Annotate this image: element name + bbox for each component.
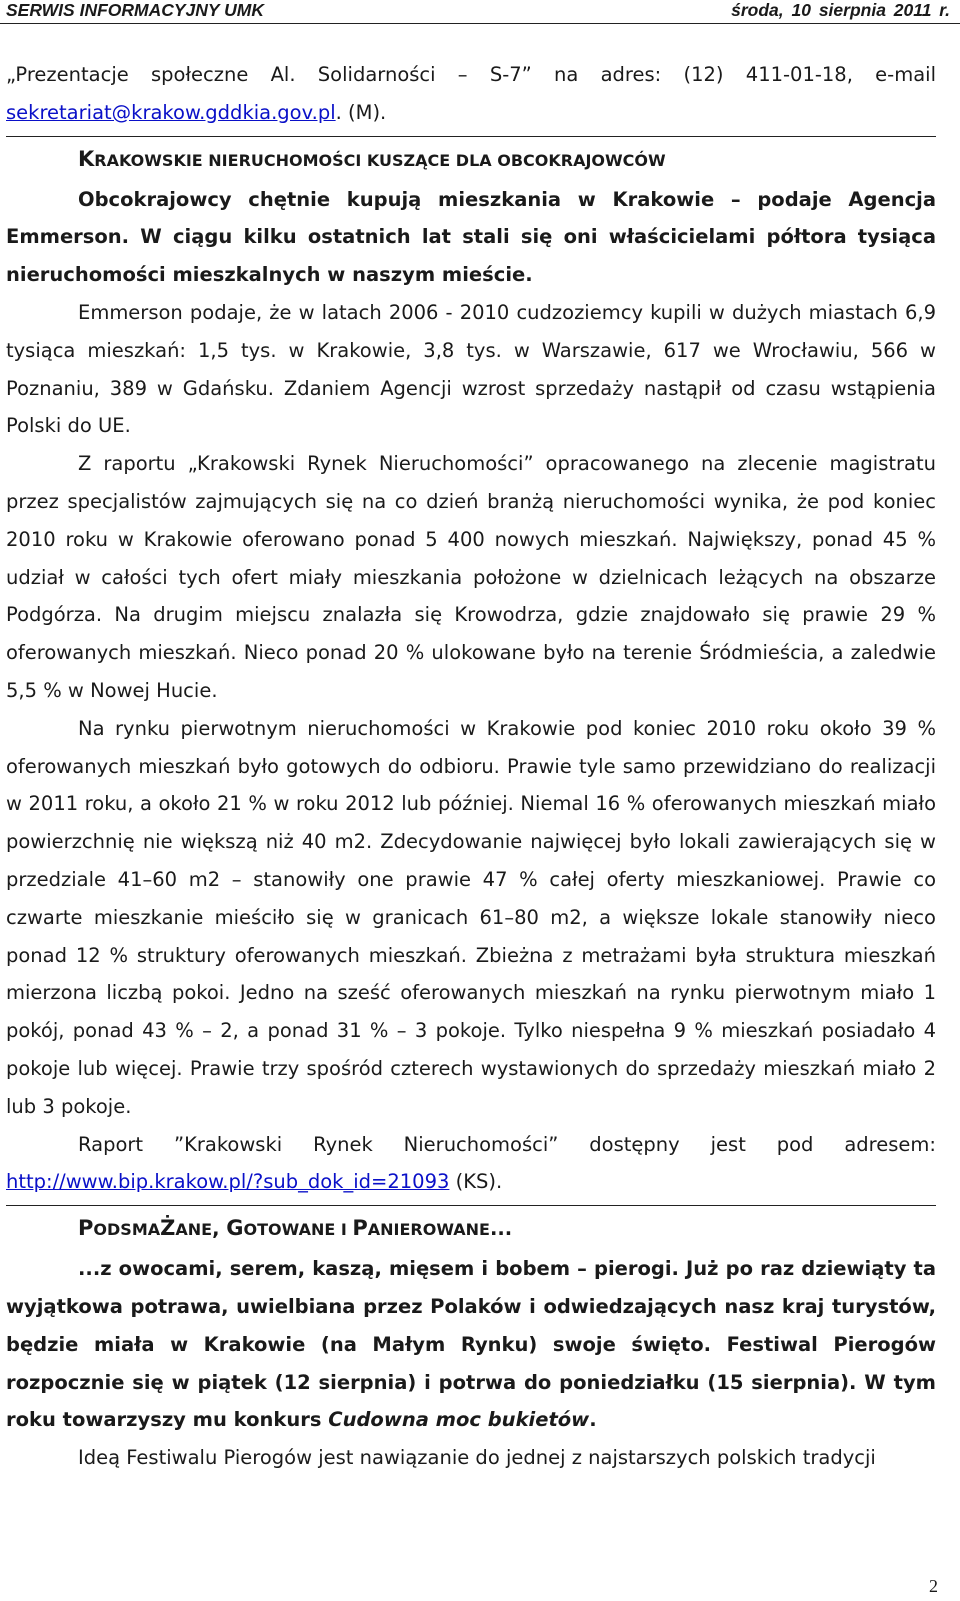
lead-text-end: . [589, 1408, 597, 1432]
title-initial: K [78, 146, 95, 171]
title-part: ODSMA [93, 1220, 161, 1240]
header-publication-title: SERWIS INFORMACYJNY UMK [6, 0, 264, 20]
title-part: ANE [175, 1220, 213, 1240]
intro-text: „Prezentacje społeczne Al. Solidarności – S-7” na adres: (12) 411-01-18, e-mail [6, 63, 936, 86]
title-initial: P [352, 1216, 368, 1241]
article-paragraph-2: Z raportu „Krakowski Rynek Nieruchomości” opracowanego na zlecenie magistratu przez specjalistów zajmujących się na co dzień branżą nieruchomości wynika, że pod koniec 2010 roku w Krakowie oferowano ponad 5 400 nowych mieszkań. Największy, ponad 45 % udział w całości tych ofert miały mieszkania położone w dzielnicach leżących na obszarze Podgórza. Na drugim miejscu znalazła się Krowodrza, gdzie znajdowało się prawie 29 % oferowanych mieszkań. Nieco ponad 20 % ulokowane było na terenie Śródmieścia, a zaledwie 5,5 % w Nowej Hucie. [6, 452, 936, 702]
lead-text: ...z owocami, serem, kaszą, mięsem i bobem – pierogi. Już po raz dziewiąty ta wyjątkowa potrawa, uwielbiana przez Polaków i odwiedzających nasz kraj turystów, będzie miała w Krakowie (na Małym Rynku) swoje święto. Festiwal Pierogów rozpocznie się w piątek (12 sierpnia) i potrwa do poniedziałku (15 sierpnia). W tym roku towarzyszy mu konkurs [6, 1257, 936, 1432]
article-paragraph-3: Na rynku pierwotnym nieruchomości w Krakowie pod koniec 2010 roku około 39 % oferowanych mieszkań było gotowych do odbioru. Prawie tyle samo przewidziano do realizacji w 2011 roku, a około 21 % w roku 2012 lub później. Niemal 16 % oferowanych mieszkań miało powierzchnię nie większą niż 40 m2. Zdecydowanie najwięcej było lokali zawierających się w przedziale 41–60 m2 – stanowiły one prawie 47 % całej oferty mieszkaniowej. Prawie co czwarte mieszkanie mieściło się w granicach 61–80 m2, a większe lokale stanowiły nieco ponad 12 % struktury oferowanych mieszkań. Zbieżna z metrażami była struktura mieszkań mierzona liczbą pokoi. Jedno na sześć oferowanych mieszkań na rynku pierwotnym miało 1 pokój, ponad 43 % – 2, a ponad 31 % – 3 pokoje. Tylko niespełna 9 % mieszkań posiadało 4 pokoje lub więcej. Prawie trzy spośród czterech wystawionych do sprzedaży mieszkań miało 2 lub 3 pokoje. [6, 716, 936, 1118]
section-divider [6, 1205, 936, 1206]
article-paragraph-1: Emmerson podaje, że w latach 2006 - 2010 cudzoziemcy kupili w dużych miastach 6,9 tysiąca mieszkań: 1,5 tys. w Krakowie, 3,8 tys. w Warszawie, 617 we Wrocławiu, 566 w Poznaniu, 389 w Gdańsku. Zdaniem Agencji wzrost sprzedaży nastąpił od czasu wstąpienia Polski do UE. [6, 300, 936, 438]
article-paragraph-4 [6, 1126, 936, 1202]
header-date: środa, 10 sierpnia 2011 r. [731, 0, 950, 20]
title-part: ... [489, 1217, 513, 1241]
report-link[interactable]: http://www.bip.krakow.pl/?sub_dok_id=21093 [6, 1170, 450, 1194]
intro-text-end: . (M). [335, 100, 387, 124]
page-number: 2 [929, 1576, 938, 1596]
title-rest: RAKOWSKIE NIERUCHOMOŚCI KUSZĄCE DLA OBCOKRAJOWCÓW [94, 150, 666, 170]
title-initial: G [226, 1216, 244, 1241]
title-part: OTOWANE I [243, 1220, 353, 1240]
report-text-end: (KS). [449, 1170, 503, 1194]
title-part: ANIEROWANE [367, 1220, 490, 1240]
title-initial: P [78, 1216, 94, 1241]
article-lead-pierogi [6, 1250, 936, 1439]
title-initial: Ż [160, 1216, 176, 1241]
article-paragraph-pierogi-1: Ideą Festiwalu Pierogów jest nawiązanie do jednej z najstarszych polskich tradycji [78, 1446, 876, 1470]
article-title-real-estate [6, 139, 936, 181]
report-text: Raport ”Krakowski Rynek Nieruchomości” dostępny jest pod adresem: [78, 1132, 936, 1156]
article-lead-real-estate: Obcokrajowcy chętnie kupują mieszkania w Krakowie – podaje Agencja Emmerson. W ciągu kilku ostatnich lat stali się oni właścicielami półtora tysiąca nieruchomości mieszkalnych w naszym mieście. [6, 187, 936, 287]
contest-name: Cudowna moc bukietów [328, 1408, 590, 1432]
article-title-pierogi [6, 1208, 936, 1250]
intro-paragraph [6, 56, 936, 132]
document-body [6, 56, 936, 1477]
title-part: , [212, 1217, 227, 1241]
section-divider [6, 136, 936, 137]
email-link[interactable]: sekretariat@krakow.gddkia.gov.pl [6, 100, 336, 124]
page-header [0, 0, 960, 24]
